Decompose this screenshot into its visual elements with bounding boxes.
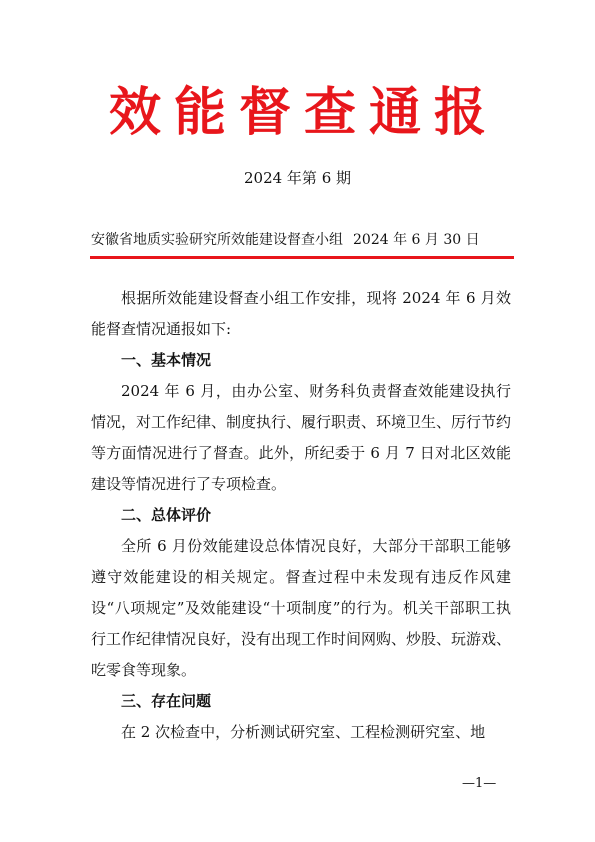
page-number: —1— <box>462 776 497 791</box>
intro-paragraph: 根据所效能建设督查小组工作安排，现将 2024 年 6 月效能督查情况通报如下: <box>91 289 511 338</box>
section-paragraph-problems: 在 2 次检查中，分析测试研究室、工程检测研究室、地 <box>121 723 486 741</box>
issuer-name: 安徽省地质实验研究所效能建设督查小组 <box>91 232 343 248</box>
masthead-title: 效能督查通报 <box>108 82 499 143</box>
document-body <box>91 283 511 748</box>
section-heading-problems: 三、存在问题 <box>121 692 212 710</box>
section-paragraph-evaluation: 全所 6 月份效能建设总体情况良好，大部分干部职工能够遵守效能建设的相关规定。督查过程中未发现有违反作风建设“八项规定”及效能建设“十项制度”的行为。机关干部职工执行工作纪律情况良好，没有出现工作时间网购、炒股、玩游戏、吃零食等现象。 <box>91 537 512 679</box>
red-divider-rule <box>90 256 514 259</box>
issue-date: 2024 年 6 月 30 日 <box>353 232 480 248</box>
section-paragraph-basic: 2024 年 6 月，由办公室、财务科负责督查效能建设执行情况，对工作纪律、制度执行、履行职责、环境卫生、厉行节约等方面情况进行了督查。此外，所纪委于 6 月 7 日对北区效能建设等情况进行了专项检查。 <box>91 382 512 493</box>
section-heading-evaluation: 二、总体评价 <box>121 506 212 524</box>
section-heading-basic: 一、基本情况 <box>121 351 212 369</box>
issue-number: 2024 年第 6 期 <box>243 169 352 187</box>
issuer-line <box>91 228 516 252</box>
